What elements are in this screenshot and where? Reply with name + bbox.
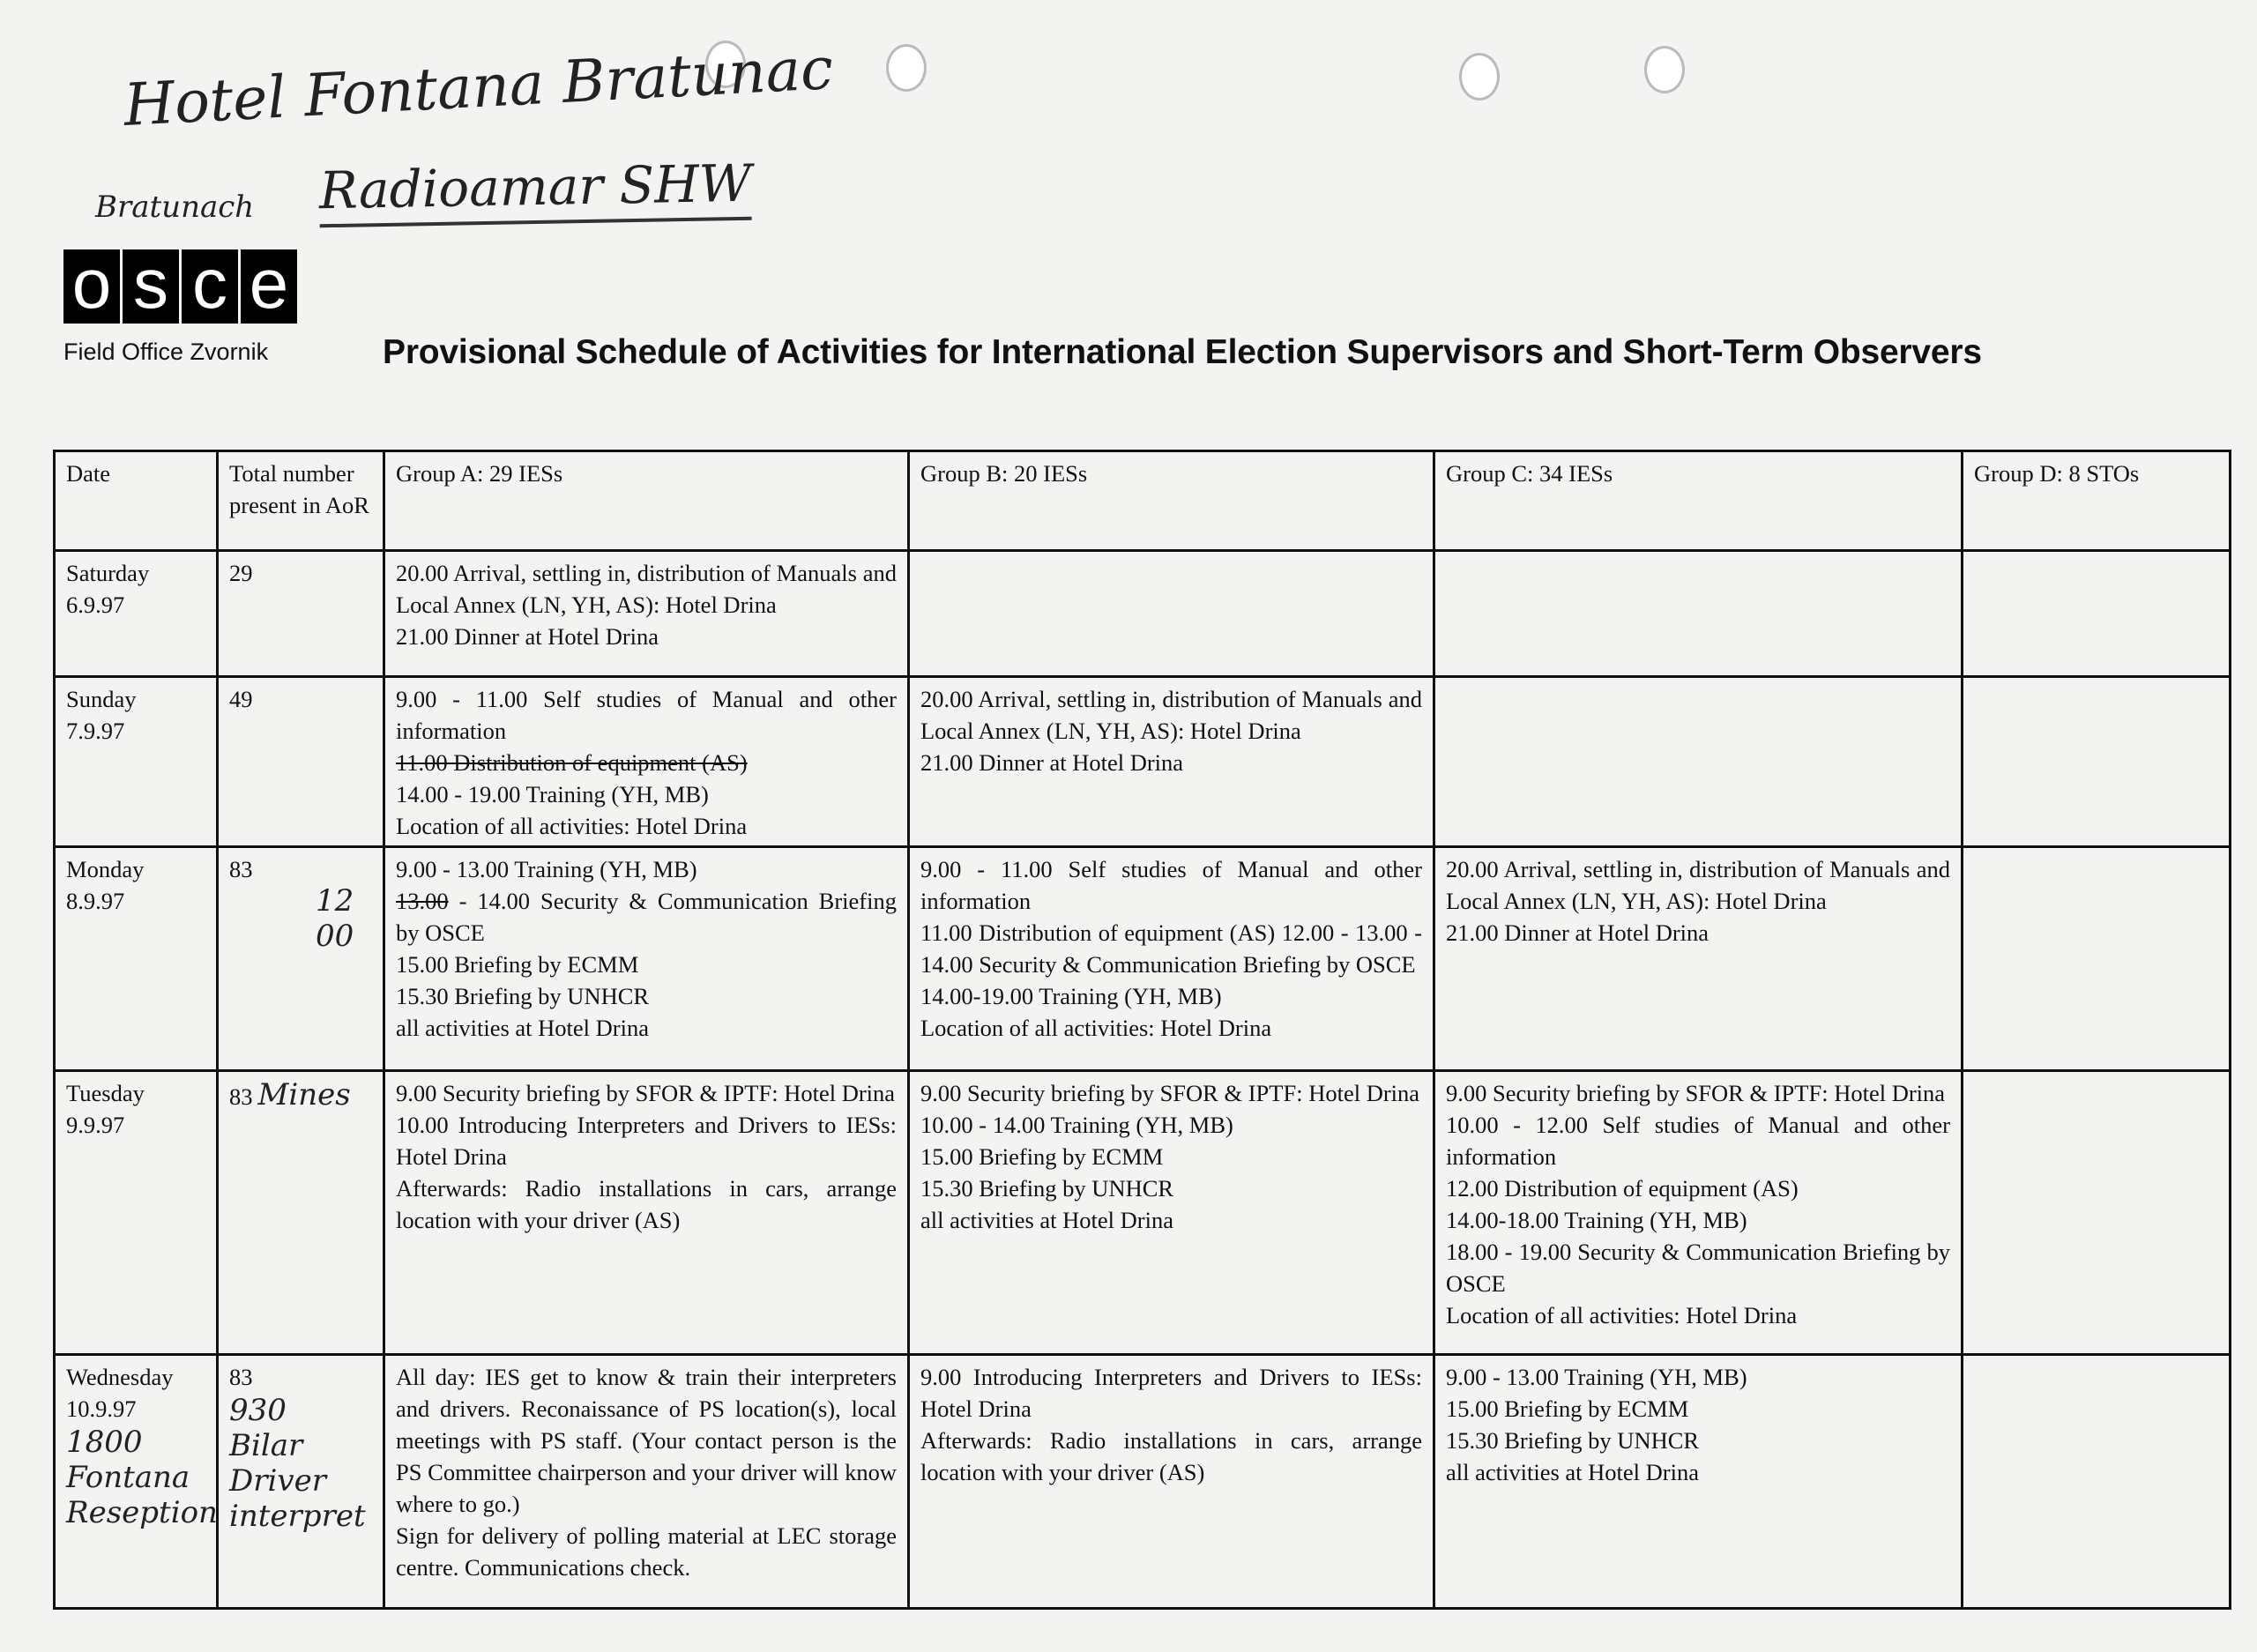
schedule-table [53,450,2231,1610]
date-text: Sunday [66,686,137,712]
activity-entry [1446,1361,1950,1393]
activity-text: Location of all activities: Hotel Drina [396,813,748,839]
activity-text: 15.30 Briefing by UNHCR [1446,1427,1700,1454]
activity-text: 20.00 Arrival, settling in, distribution of Manuals and Local Annex (LN, YH, AS): Hotel Drina [920,686,1422,744]
group-b-cell [909,677,1434,847]
total-cell [218,677,384,847]
activity-entry [920,1141,1422,1172]
activity-text: Location of all activities: Hotel Drina [1446,1302,1798,1328]
logo-letter: s [123,249,179,324]
activity-entry [396,1172,897,1236]
group-d-cell [1963,551,2231,677]
table-row [55,1071,2231,1355]
activity-text: 21.00 Dinner at Hotel Drina [1446,919,1710,946]
activity-text: 9.00 - 11.00 Self studies of Manual and other information [920,856,1422,914]
activity-text: 14.00-18.00 Training (YH, MB) [1446,1207,1747,1233]
activity-entry [1446,1393,1950,1425]
group-a-cell [384,1071,909,1355]
activity-entry [396,621,897,652]
date-text: Tuesday [66,1080,145,1106]
activity-text: 9.00 Introducing Interpreters and Drivers to IESs: Hotel Drina [920,1364,1422,1422]
activity-entry [920,683,1422,747]
activity-entry [396,853,897,885]
osce-logo [63,244,297,324]
activity-text: 9.00 Security briefing by SFOR & IPTF: Hotel Drina [396,1080,896,1106]
total-count: 49 [229,686,253,712]
activity-entry [1446,1456,1950,1488]
activity-text: 15.30 Briefing by UNHCR [396,983,650,1009]
activity-text: 14.00-19.00 Training (YH, MB) [920,983,1222,1009]
activity-text: 15.30 Briefing by UNHCR [920,1175,1174,1202]
date-cell [55,677,218,847]
handwritten-total-note: interpret [229,1499,366,1534]
logo-letter: c [182,249,238,324]
activity-text: 9.00 Security briefing by SFOR & IPTF: Hotel Drina [1446,1080,1946,1106]
handwritten-total-note: 12 00 [316,883,354,954]
column-header: Group A: 29 IESs [384,451,909,551]
total-cell [218,551,384,677]
activity-entry [396,747,897,778]
activity-entry [1446,853,1950,917]
group-c-cell [1434,551,1963,677]
activity-text: 21.00 Dinner at Hotel Drina [396,623,659,650]
activity-entry [920,1109,1422,1141]
handwritten-total-note: Mines [257,1077,351,1112]
total-cell [218,847,384,1071]
group-c-cell [1434,847,1963,1071]
activity-text: 15.00 Briefing by ECMM [396,951,639,978]
activity-text: 21.00 Dinner at Hotel Drina [920,749,1184,776]
activity-text: 14.00 - 19.00 Training (YH, MB) [396,781,709,807]
handwritten-total-note: 930 [229,1393,287,1428]
group-a-cell [384,677,909,847]
activity-entry [1446,917,1950,949]
activity-text: 20.00 Arrival, settling in, distribution of Manuals and Local Annex (LN, YH, AS): Hotel Drina [396,560,897,618]
activity-text: 13.00 [396,888,449,914]
activity-text: 12.00 Distribution of equipment (AS) [1446,1175,1799,1202]
activity-entry [396,1520,897,1583]
logo-letter: o [63,249,120,324]
total-count: 83 [229,856,253,882]
activity-entry [1446,1425,1950,1456]
activity-entry [920,980,1422,1012]
activity-text: - 14.00 Security & Communication Briefing by OSCE [396,888,897,946]
date-text: 10.9.97 [66,1395,137,1422]
activity-entry [1446,1299,1950,1331]
activity-entry [1446,1109,1950,1172]
activity-entry [396,778,897,810]
activity-entry [920,917,1422,980]
column-header: Group B: 20 IESs [909,451,1434,551]
group-a-cell [384,1355,909,1609]
table-row [55,847,2231,1071]
handwritten-date-note: 1800 [66,1425,143,1460]
punch-hole [1459,53,1500,100]
activity-text: Sign for delivery of polling material at LEC storage centre. Communications check. [396,1522,897,1581]
handwritten-town-note: Bratunach [95,190,255,225]
date-text: Monday [66,856,145,882]
activity-text: 10.00 Introducing Interpreters and Drivers to IESs: Hotel Drina [396,1112,897,1170]
activity-text: 9.00 - 13.00 Training (YH, MB) [396,856,697,882]
handwritten-date-note: Fontana [66,1460,190,1495]
activity-entry [396,1012,897,1044]
activity-text: 9.00 - 11.00 Self studies of Manual and other information [396,686,897,744]
activity-entry [396,885,897,949]
punch-hole [1644,46,1685,93]
total-count: 83 [229,1364,253,1390]
activity-entry [396,810,897,842]
punch-hole [886,44,927,92]
date-text: 6.9.97 [66,592,125,618]
activity-text: 9.00 - 13.00 Training (YH, MB) [1446,1364,1747,1390]
activity-text: 10.00 - 14.00 Training (YH, MB) [920,1112,1233,1138]
table-row [55,677,2231,847]
activity-entry [920,747,1422,778]
date-text: 9.9.97 [66,1112,125,1138]
group-d-cell [1963,1355,2231,1609]
activity-entry [396,980,897,1012]
field-office-label: Field Office Zvornik [63,339,269,365]
handwritten-radio-note: Radioamar SHW [318,153,752,228]
activity-text: 11.00 Distribution of equipment (AS) [396,749,748,776]
date-cell [55,551,218,677]
handwritten-hotel-note: Hotel Fontana Bratunac [122,33,835,140]
activity-text: 20.00 Arrival, settling in, distribution of Manuals and Local Annex (LN, YH, AS): Hotel Drina [1446,856,1950,914]
date-text: 7.9.97 [66,718,125,744]
activity-entry [920,1425,1422,1488]
activity-entry [396,1361,897,1520]
activity-text: Location of all activities: Hotel Drina [920,1015,1272,1041]
activity-entry [396,557,897,621]
group-c-cell [1434,677,1963,847]
activity-entry [920,1012,1422,1044]
date-cell [55,1355,218,1609]
group-b-cell [909,551,1434,677]
column-header: Date [55,451,218,551]
date-cell [55,1071,218,1355]
logo-letter: e [241,249,297,324]
total-count: 83 [229,1083,253,1110]
activity-text: 10.00 - 12.00 Self studies of Manual and other information [1446,1112,1950,1170]
activity-text: Afterwards: Radio installations in cars, arrange location with your driver (AS) [396,1175,897,1233]
activity-text: All day: IES get to know & train their interpreters and drivers. Reconaissance of PS location(s), local meetings with PS staff. (Your contact person is the PS Committee chairperson and your driver will know where to go.) [396,1364,897,1517]
group-d-cell [1963,847,2231,1071]
document-title: Provisional Schedule of Activities for International Election Supervisors and Short-Term Observers [383,333,1982,371]
handwritten-total-note: Bilar [229,1428,303,1463]
activity-text: 15.00 Briefing by ECMM [1446,1395,1689,1422]
activity-entry [920,1172,1422,1204]
total-cell [218,1071,384,1355]
group-c-cell [1434,1355,1963,1609]
column-header: Total number present in AoR [218,451,384,551]
activity-text: all activities at Hotel Drina [396,1015,649,1041]
activity-entry [396,1077,897,1109]
activity-entry [1446,1077,1950,1109]
activity-entry [920,853,1422,917]
activity-entry [396,949,897,980]
activity-text: all activities at Hotel Drina [920,1207,1173,1233]
group-c-cell [1434,1071,1963,1355]
group-a-cell [384,551,909,677]
activity-entry [1446,1172,1950,1204]
activity-text: 11.00 Distribution of equipment (AS) 12.00 - 13.00 - 14.00 Security & Communication Briefing by OSCE [920,919,1422,978]
group-b-cell [909,1355,1434,1609]
total-count: 29 [229,560,253,586]
activity-text: 18.00 - 19.00 Security & Communication Briefing by OSCE [1446,1239,1950,1297]
activity-entry [396,683,897,747]
group-d-cell [1963,677,2231,847]
date-cell [55,847,218,1071]
activity-entry [920,1361,1422,1425]
total-cell [218,1355,384,1609]
group-a-cell [384,847,909,1071]
activity-entry [1446,1204,1950,1236]
group-b-cell [909,847,1434,1071]
activity-entry [396,1109,897,1172]
date-text: Wednesday [66,1364,174,1390]
handwritten-total-note: Driver [229,1463,326,1499]
activity-text: Afterwards: Radio installations in cars, arrange location with your driver (AS) [920,1427,1422,1485]
activity-text: 15.00 Briefing by ECMM [920,1143,1164,1170]
date-text: 8.9.97 [66,888,125,914]
group-d-cell [1963,1071,2231,1355]
activity-text: all activities at Hotel Drina [1446,1459,1699,1485]
handwritten-date-note: Reseption [66,1495,218,1530]
table-row [55,551,2231,677]
group-b-cell [909,1071,1434,1355]
table-row [55,1355,2231,1609]
activity-entry [1446,1236,1950,1299]
activity-entry [920,1077,1422,1109]
column-header: Group C: 34 IESs [1434,451,1963,551]
date-text: Saturday [66,560,150,586]
activity-text: 9.00 Security briefing by SFOR & IPTF: Hotel Drina [920,1080,1420,1106]
column-header: Group D: 8 STOs [1963,451,2231,551]
activity-entry [920,1204,1422,1236]
table-header-row [55,451,2231,551]
